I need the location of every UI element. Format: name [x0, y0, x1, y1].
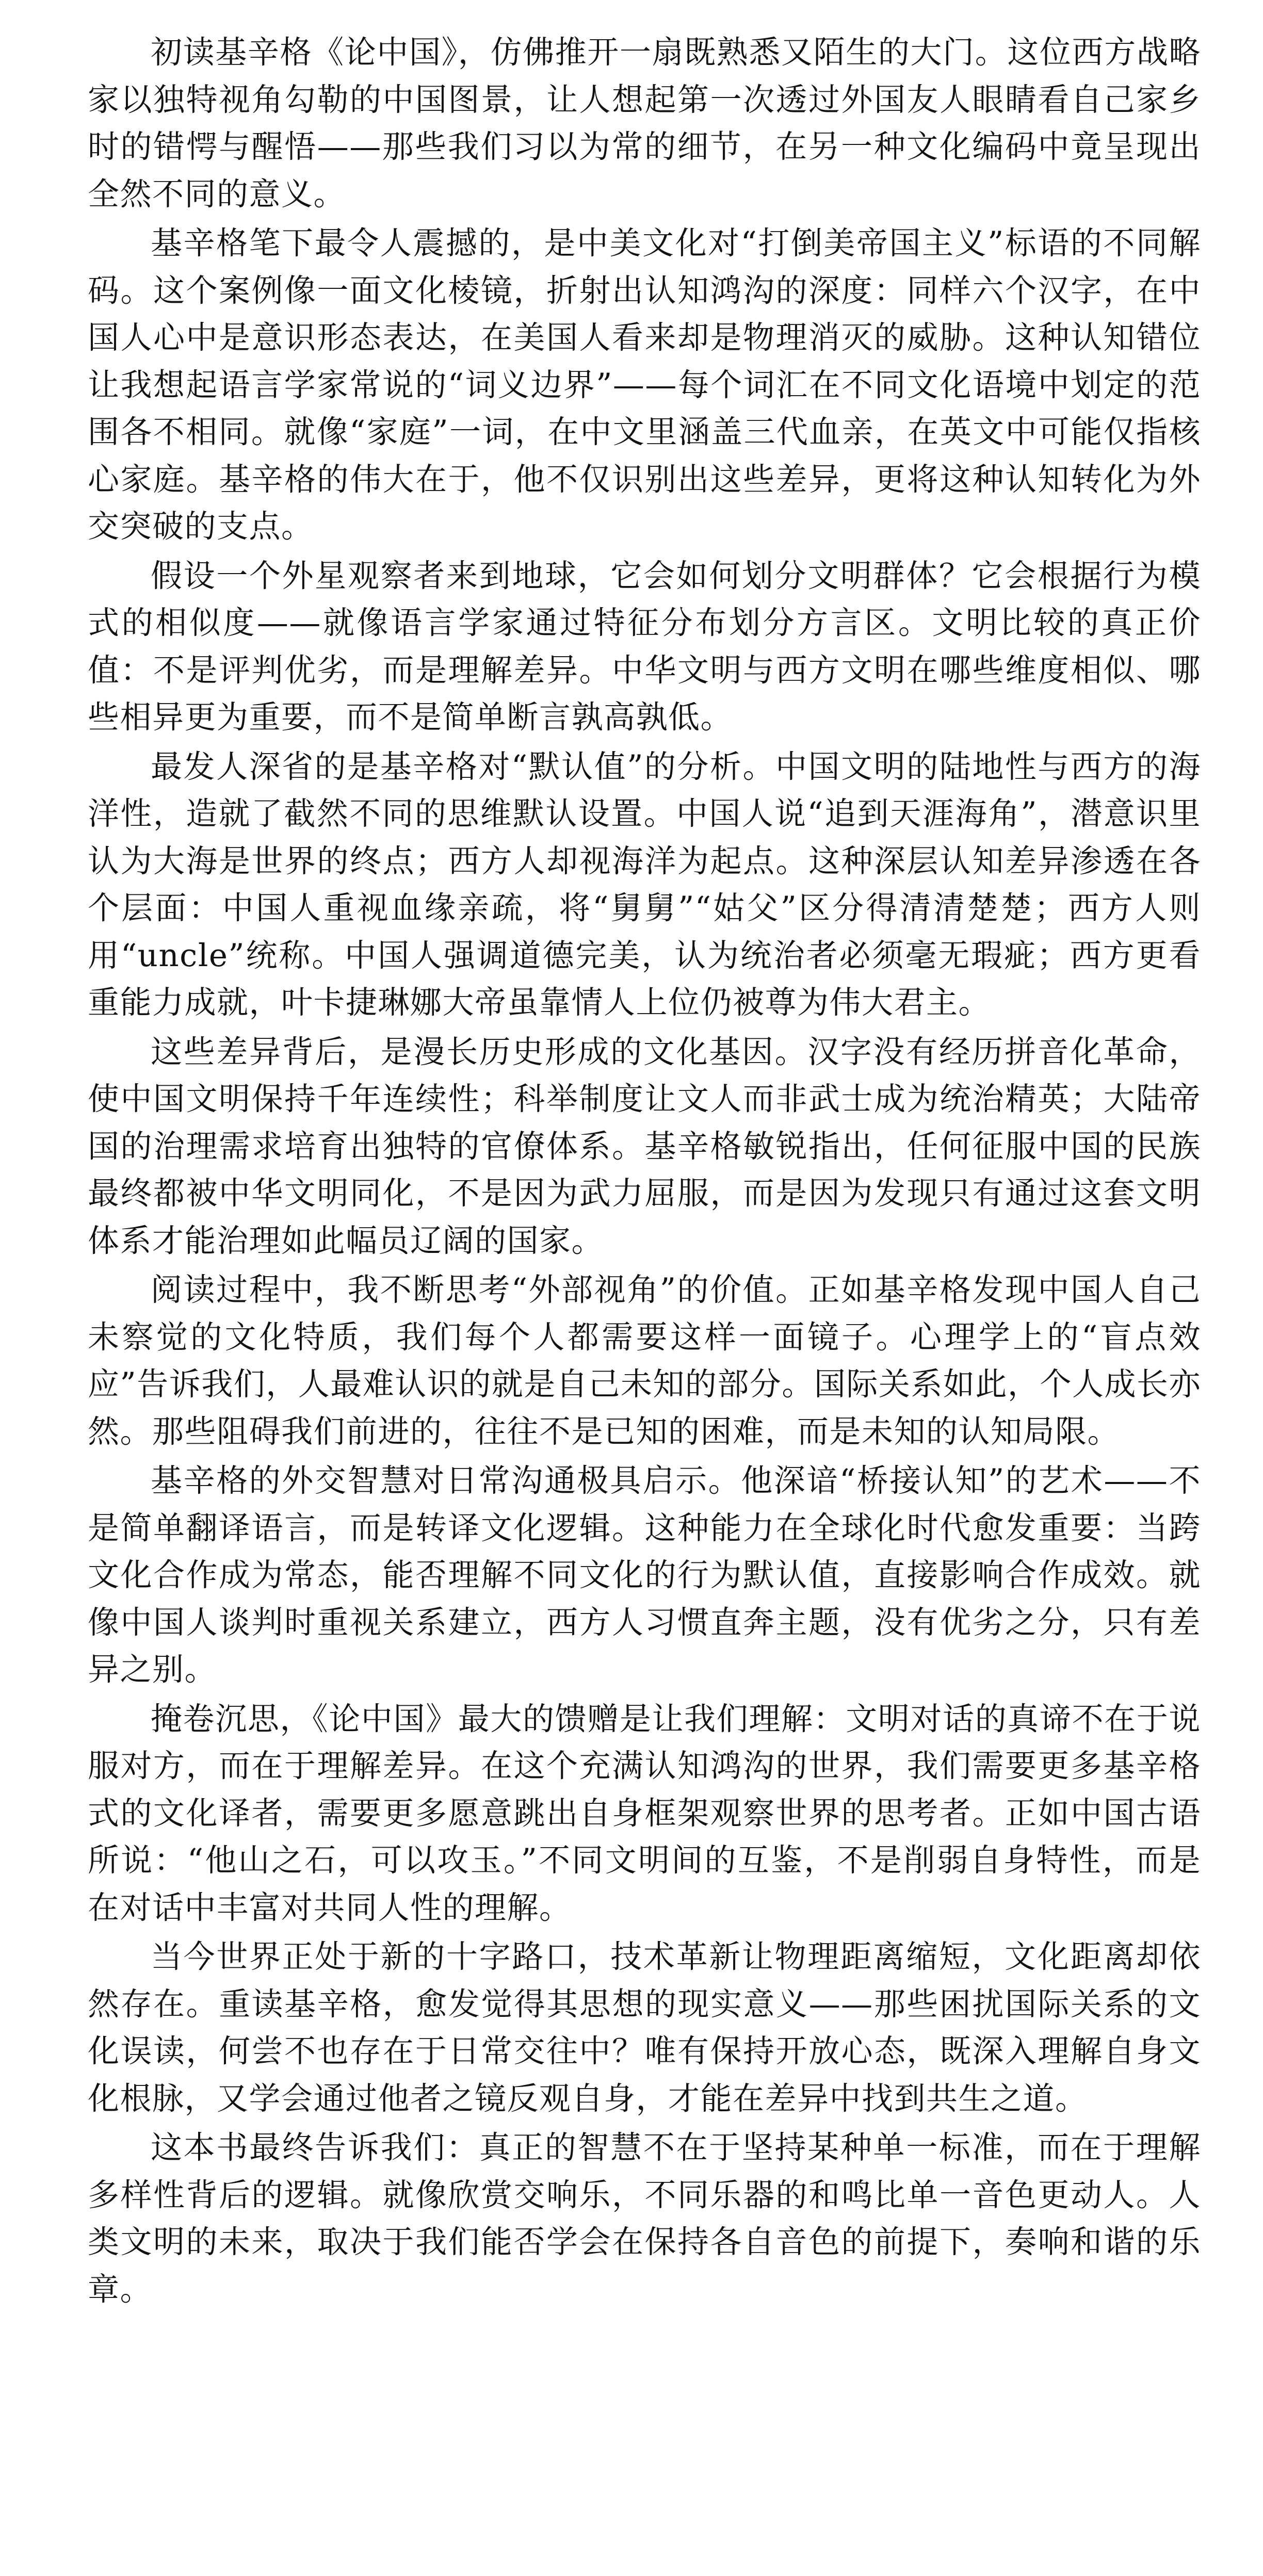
essay-paragraph-6: 阅读过程中，我不断思考“外部视角”的价值。正如基辛格发现中国人自己未察觉的文化特质，我们每个人都需要这样一面镜子。心理学上的“盲点效应”告诉我们，人最难认识的就是自己未知的部分。国际关系如此，个人成长亦然。那些阻碍我们前进的，往往不是已知的困难，而是未知的认知局限。 — [88, 1271, 1201, 1450]
essay-paragraph-4: 最发人深省的是基辛格对“默认值”的分析。中国文明的陆地性与西方的海洋性，造就了截然不同的思维默认设置。中国人说“追到天涯海角”，潜意识里认为大海是世界的终点；西方人却视海洋为起点。这种深层认知差异渗透在各个层面：中国人重视血缘亲疏，将“舅舅”“姑父”区分得清清楚楚；西方人则用“uncle”统称。中国人强调道德完美，认为统治者必须毫无瑕疵；西方更看重能力成就，叶卡捷琳娜大帝虽靠情人上位仍被尊为伟大君主。 — [88, 748, 1201, 1021]
essay-paragraph-5: 这些差异背后，是漫长历史形成的文化基因。汉字没有经历拼音化革命，使中国文明保持千年连续性；科举制度让文人而非武士成为统治精英；大陆帝国的治理需求培育出独特的官僚体系。基辛格敏锐指出，任何征服中国的民族最终都被中华文明同化，不是因为武力屈服，而是因为发现只有通过这套文明体系才能治理如此幅员辽阔的国家。 — [88, 1033, 1201, 1259]
essay-paragraph-8: 掩卷沉思，《论中国》最大的馈赠是让我们理解：文明对话的真谛不在于说服对方，而在于理解差异。在这个充满认知鸿沟的世界，我们需要更多基辛格式的文化译者，需要更多愿意跳出自身框架观察世界的思考者。正如中国古语所说：“他山之石，可以攻玉。”不同文明间的互鉴，不是削弱自身特性，而是在对话中丰富对共同人性的理解。 — [88, 1700, 1201, 1926]
essay-paragraph-2: 基辛格笔下最令人震撼的，是中美文化对“打倒美帝国主义”标语的不同解码。这个案例像一面文化棱镜，折射出认知鸿沟的深度：同样六个汉字，在中国人心中是意识形态表达，在美国人看来却是物理消灭的威胁。这种认知错位让我想起语言学家常说的“词义边界”——每个词汇在不同文化语境中划定的范围各不相同。就像“家庭”一词，在中文里涵盖三代血亲，在英文中可能仅指核心家庭。基辛格的伟大在于，他不仅识别出这些差异，更将这种认知转化为外交突破的支点。 — [88, 225, 1201, 545]
essay-paragraph-3: 假设一个外星观察者来到地球，它会如何划分文明群体？它会根据行为模式的相似度——就像语言学家通过特征分布划分方言区。文明比较的真正价值：不是评判优劣，而是理解差异。中华文明与西方文明在哪些维度相似、哪些相异更为重要，而不是简单断言孰高孰低。 — [88, 557, 1201, 736]
essay-paragraph-7: 基辛格的外交智慧对日常沟通极具启示。他深谙“桥接认知”的艺术——不是简单翻译语言，而是转译文化逻辑。这种能力在全球化时代愈发重要：当跨文化合作成为常态，能否理解不同文化的行为默认值，直接影响合作成效。就像中国人谈判时重视关系建立，西方人习惯直奔主题，没有优劣之分，只有差异之别。 — [88, 1462, 1201, 1688]
essay-paragraph-1: 初读基辛格《论中国》，仿佛推开一扇既熟悉又陌生的大门。这位西方战略家以独特视角勾勒的中国图景，让人想起第一次透过外国友人眼睛看自己家乡时的错愕与醒悟——那些我们习以为常的细节，在另一种文化编码中竟呈现出全然不同的意义。 — [88, 34, 1201, 213]
essay-paragraph-9: 当今世界正处于新的十字路口，技术革新让物理距离缩短，文化距离却依然存在。重读基辛格，愈发觉得其思想的现实意义——那些困扰国际关系的文化误读，何尝不也存在于日常交往中？唯有保持开放心态，既深入理解自身文化根脉，又学会通过他者之镜反观自身，才能在差异中找到共生之道。 — [88, 1938, 1201, 2117]
essay-paragraph-10: 这本书最终告诉我们：真正的智慧不在于坚持某种单一标准，而在于理解多样性背后的逻辑。就像欣赏交响乐，不同乐器的和鸣比单一音色更动人。人类文明的未来，取决于我们能否学会在保持各自音色的前提下，奏响和谐的乐章。 — [88, 2129, 1201, 2308]
